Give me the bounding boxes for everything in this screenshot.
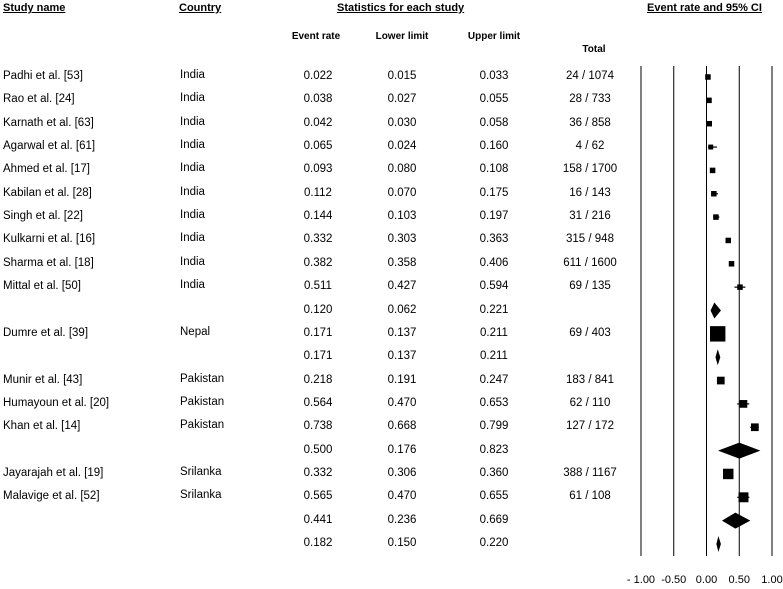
upper-limit-value: 0.360 bbox=[479, 466, 509, 479]
lower-limit-value: 0.024 bbox=[387, 140, 417, 153]
event-rate-value: 0.441 bbox=[303, 513, 333, 526]
upper-limit-value: 0.211 bbox=[480, 350, 508, 363]
upper-limit-value: 0.221 bbox=[479, 303, 509, 316]
point-estimate-marker bbox=[729, 261, 735, 267]
total-value: 611 / 1600 bbox=[563, 256, 617, 269]
study-country: Nepal bbox=[180, 325, 211, 338]
event-rate-value: 0.182 bbox=[303, 537, 333, 549]
lower-limit-value: 0.030 bbox=[387, 116, 417, 129]
summary-diamond bbox=[711, 303, 721, 319]
upper-limit-value: 0.033 bbox=[479, 70, 509, 82]
event-rate-value: 0.171 bbox=[303, 326, 333, 339]
header-country: Country bbox=[179, 2, 222, 14]
summary-diamond bbox=[716, 536, 721, 552]
total-value: 24 / 1074 bbox=[566, 70, 614, 82]
study-country: India bbox=[180, 185, 205, 198]
total-value: 183 / 841 bbox=[566, 373, 614, 386]
study-name: Padhi et al. [53] bbox=[3, 70, 83, 82]
lower-limit-value: 0.080 bbox=[387, 163, 417, 176]
lower-limit-value: 0.137 bbox=[387, 326, 417, 339]
point-estimate-marker bbox=[707, 121, 713, 127]
upper-limit-value: 0.220 bbox=[479, 537, 509, 549]
summary-diamond bbox=[722, 513, 750, 529]
event-rate-value: 0.112 bbox=[304, 186, 332, 199]
lower-limit-value: 0.470 bbox=[387, 490, 417, 503]
study-country: India bbox=[180, 279, 205, 292]
point-estimate-marker bbox=[737, 284, 743, 290]
study-country: India bbox=[180, 139, 205, 152]
upper-limit-value: 0.197 bbox=[479, 210, 509, 223]
event-rate-value: 0.500 bbox=[303, 443, 333, 456]
upper-limit-value: 0.058 bbox=[479, 116, 509, 129]
lower-limit-value: 0.070 bbox=[387, 186, 417, 199]
total-value: 4 / 62 bbox=[575, 140, 605, 153]
study-country: India bbox=[180, 209, 205, 222]
study-country: India bbox=[180, 162, 205, 175]
point-estimate-marker bbox=[710, 326, 725, 341]
point-estimate-marker bbox=[751, 423, 759, 431]
lower-limit-value: 0.015 bbox=[387, 70, 417, 82]
study-name: Malavige et al. [52] bbox=[3, 490, 100, 503]
event-rate-value: 0.042 bbox=[303, 116, 333, 129]
upper-limit-value: 0.799 bbox=[479, 420, 509, 433]
point-estimate-marker bbox=[706, 98, 712, 104]
point-estimate-marker bbox=[711, 191, 717, 197]
event-rate-value: 0.332 bbox=[303, 233, 333, 246]
point-estimate-marker bbox=[725, 238, 731, 244]
study-name: Singh et al. [22] bbox=[3, 210, 83, 223]
upper-limit-value: 0.055 bbox=[479, 93, 509, 106]
lower-limit-value: 0.358 bbox=[387, 256, 417, 269]
summary-diamond bbox=[715, 349, 720, 365]
total-value: 315 / 948 bbox=[566, 233, 614, 246]
event-rate-value: 0.144 bbox=[303, 210, 333, 223]
event-rate-value: 0.038 bbox=[303, 93, 333, 106]
total-value: 28 / 733 bbox=[569, 93, 611, 106]
subheader-upper-limit: Upper limit bbox=[467, 31, 521, 42]
header-statistics: Statistics for each study bbox=[337, 2, 465, 14]
study-country: India bbox=[180, 69, 205, 81]
total-value: 31 / 216 bbox=[569, 210, 611, 223]
study-country: India bbox=[180, 115, 205, 128]
point-estimate-marker bbox=[705, 74, 711, 80]
total-value: 69 / 403 bbox=[569, 326, 611, 339]
total-value: 61 / 108 bbox=[569, 490, 611, 503]
study-name: Humayoun et al. [20] bbox=[3, 396, 110, 409]
study-name: Khan et al. [14] bbox=[3, 420, 81, 433]
upper-limit-value: 0.669 bbox=[479, 513, 509, 526]
upper-limit-value: 0.823 bbox=[479, 443, 509, 456]
lower-limit-value: 0.191 bbox=[387, 373, 417, 386]
upper-limit-value: 0.363 bbox=[479, 233, 509, 246]
event-rate-value: 0.564 bbox=[303, 396, 333, 409]
upper-limit-value: 0.655 bbox=[479, 490, 509, 503]
x-tick-label: 0.50 bbox=[728, 574, 750, 586]
study-name: Jayarajah et al. [19] bbox=[3, 466, 104, 479]
study-country: Pakistan bbox=[180, 372, 225, 385]
lower-limit-value: 0.236 bbox=[387, 513, 417, 526]
total-value: 62 / 110 bbox=[569, 396, 611, 409]
lower-limit-value: 0.103 bbox=[387, 210, 417, 223]
study-name: Rao et al. [24] bbox=[3, 93, 75, 106]
subheader-lower-limit: Lower limit bbox=[375, 31, 429, 42]
event-rate-value: 0.382 bbox=[303, 256, 333, 269]
header-event-rate-ci: Event rate and 95% CI bbox=[647, 2, 762, 14]
header-study-name: Study name bbox=[3, 2, 66, 14]
total-value: 158 / 1700 bbox=[562, 163, 618, 176]
event-rate-value: 0.218 bbox=[303, 373, 333, 386]
x-tick-label: -0.50 bbox=[661, 574, 687, 586]
study-country: India bbox=[180, 232, 205, 245]
total-value: 388 / 1167 bbox=[563, 466, 617, 479]
study-name: Ahmed et al. [17] bbox=[3, 163, 90, 176]
point-estimate-marker bbox=[710, 168, 716, 174]
lower-limit-value: 0.062 bbox=[387, 303, 417, 316]
lower-limit-value: 0.176 bbox=[387, 443, 417, 456]
point-estimate-marker bbox=[717, 377, 725, 385]
upper-limit-value: 0.653 bbox=[479, 396, 509, 409]
upper-limit-value: 0.594 bbox=[479, 280, 509, 293]
subheader-event-rate: Event rate bbox=[291, 31, 341, 42]
upper-limit-value: 0.108 bbox=[479, 163, 509, 176]
x-tick-label: 0.00 bbox=[695, 574, 718, 586]
event-rate-value: 0.093 bbox=[303, 163, 333, 176]
lower-limit-value: 0.137 bbox=[387, 350, 417, 363]
study-name: Agarwal et al. [61] bbox=[3, 140, 96, 153]
event-rate-value: 0.738 bbox=[303, 420, 333, 433]
event-rate-value: 0.565 bbox=[303, 490, 333, 503]
event-rate-value: 0.511 bbox=[304, 280, 332, 293]
lower-limit-value: 0.427 bbox=[387, 280, 417, 293]
study-country: India bbox=[180, 255, 205, 268]
total-value: 69 / 135 bbox=[569, 280, 611, 293]
upper-limit-value: 0.247 bbox=[479, 373, 509, 386]
x-tick-label: 1.00 bbox=[761, 574, 783, 586]
point-estimate-marker bbox=[740, 400, 748, 408]
study-name: Karnath et al. [63] bbox=[3, 116, 94, 129]
point-estimate-marker bbox=[723, 469, 733, 479]
point-estimate-marker bbox=[713, 214, 719, 220]
study-country: Pakistan bbox=[180, 419, 225, 432]
upper-limit-value: 0.175 bbox=[479, 186, 509, 199]
study-name: Kabilan et al. [28] bbox=[3, 186, 92, 199]
upper-limit-value: 0.406 bbox=[479, 256, 509, 269]
subheader-total: Total bbox=[582, 44, 606, 55]
study-country: India bbox=[180, 92, 205, 105]
point-estimate-marker bbox=[708, 145, 713, 150]
upper-limit-value: 0.160 bbox=[479, 140, 509, 153]
study-country: Srilanka bbox=[180, 465, 222, 478]
lower-limit-value: 0.470 bbox=[387, 396, 417, 409]
study-name: Dumre et al. [39] bbox=[3, 326, 89, 339]
lower-limit-value: 0.027 bbox=[387, 93, 417, 106]
point-estimate-marker bbox=[739, 492, 749, 502]
event-rate-value: 0.332 bbox=[303, 466, 333, 479]
study-name: Sharma et al. [18] bbox=[3, 256, 94, 269]
event-rate-value: 0.171 bbox=[303, 350, 333, 363]
event-rate-value: 0.065 bbox=[303, 140, 333, 153]
lower-limit-value: 0.668 bbox=[387, 420, 417, 433]
event-rate-value: 0.120 bbox=[303, 303, 333, 316]
lower-limit-value: 0.306 bbox=[387, 466, 417, 479]
study-name: Munir et al. [43] bbox=[3, 373, 83, 386]
study-name: Kulkarni et al. [16] bbox=[3, 233, 96, 246]
total-value: 127 / 172 bbox=[566, 420, 614, 433]
study-name: Mittal et al. [50] bbox=[3, 280, 81, 293]
lower-limit-value: 0.303 bbox=[387, 233, 417, 246]
total-value: 36 / 858 bbox=[569, 116, 611, 129]
event-rate-value: 0.022 bbox=[303, 70, 333, 82]
x-tick-label: - 1.00 bbox=[626, 574, 656, 586]
lower-limit-value: 0.150 bbox=[387, 537, 417, 549]
upper-limit-value: 0.211 bbox=[480, 326, 508, 339]
study-country: Pakistan bbox=[180, 395, 225, 408]
summary-diamond bbox=[718, 443, 760, 459]
study-country: Srilanka bbox=[180, 489, 222, 502]
total-value: 16 / 143 bbox=[569, 186, 611, 199]
